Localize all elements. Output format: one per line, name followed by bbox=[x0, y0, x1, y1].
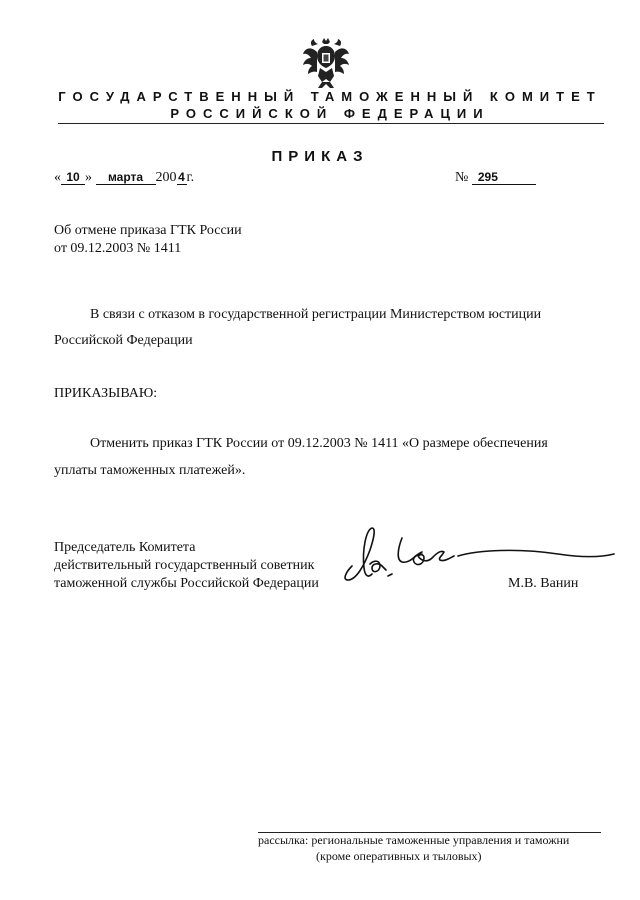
number-value: 295 bbox=[472, 170, 536, 185]
command-text: ПРИКАЗЫВАЮ: bbox=[54, 386, 158, 401]
body-para1-line1: В связи с отказом в государственной регистрации Министерством юстиции bbox=[90, 307, 542, 322]
date-quote-open: « bbox=[54, 170, 61, 185]
body-para1-line2: Российской Федерации bbox=[54, 333, 193, 348]
distribution-line2: (кроме оперативных и тыловых) bbox=[316, 849, 482, 863]
date-quote-close: » bbox=[85, 170, 92, 185]
organization-name-line1: ГОСУДАРСТВЕННЫЙ ТАМОЖЕННЫЙ КОМИТЕТ bbox=[58, 89, 602, 104]
date-year-prefix: 200 bbox=[155, 170, 177, 185]
header-divider bbox=[58, 123, 604, 124]
date-month: марта bbox=[96, 170, 156, 185]
body-para2-line1: Отменить приказ ГТК России от 09.12.2003 № 1411 «О размере обеспечения bbox=[90, 436, 548, 451]
double-headed-eagle-icon bbox=[300, 36, 352, 90]
signatory-title-line2: действительный государственный советник bbox=[54, 558, 315, 573]
organization-name-line2: РОССИЙСКОЙ ФЕДЕРАЦИИ bbox=[170, 106, 490, 121]
body-para2-line2: уплаты таможенных платежей». bbox=[54, 463, 246, 478]
date-day: 10 bbox=[61, 170, 85, 185]
order-date bbox=[54, 170, 194, 186]
document-title: ПРИКАЗ bbox=[271, 148, 369, 165]
subject-line1: Об отмене приказа ГТК России bbox=[54, 223, 242, 238]
distribution-line1: рассылка: региональные таможенные управления и таможни bbox=[258, 833, 570, 847]
number-label: № bbox=[455, 170, 469, 185]
date-year-suffix: г. bbox=[186, 170, 195, 185]
subject-line2: от 09.12.2003 № 1411 bbox=[54, 241, 182, 256]
order-number bbox=[455, 170, 536, 186]
signatory-name: М.В. Ванин bbox=[508, 576, 579, 591]
signatory-title-line1: Председатель Комитета bbox=[54, 540, 196, 555]
signatory-title-line3: таможенной службы Российской Федерации bbox=[54, 576, 319, 591]
date-year-digit: 4 bbox=[178, 170, 185, 184]
